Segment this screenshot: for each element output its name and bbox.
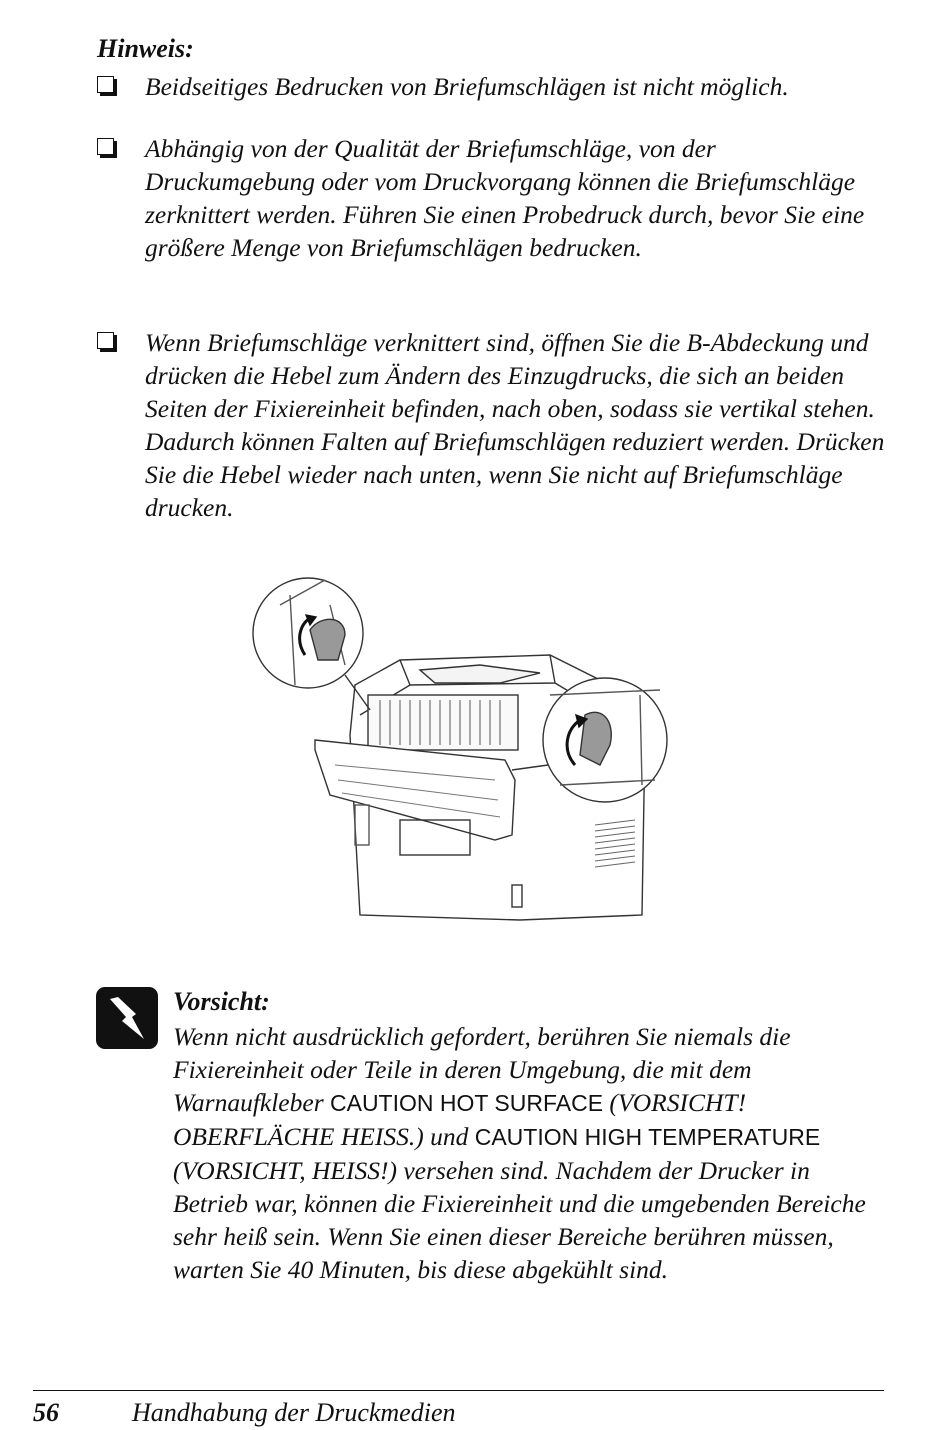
warning-heading: Vorsicht: [173,987,270,1016]
footer-chapter-title: Handhabung der Druckmedien [132,1398,456,1427]
note-item [97,326,887,524]
warning-text [173,1020,883,1286]
caution-label-high-temperature: CAUTION HIGH TEMPERATURE [474,1124,821,1150]
note-item-text: Beidseitiges Bedrucken von Briefumschlägen ist nicht möglich. [145,72,789,101]
printer-fuser-lever-illustration [250,565,670,935]
checkbox-bullet-icon [97,332,114,349]
caution-label-hot-surface: CAUTION HOT SURFACE [330,1090,604,1116]
note-item [97,132,887,264]
checkbox-bullet-icon [97,76,114,93]
note-heading: Hinweis: [97,34,194,63]
page-number: 56 [33,1398,59,1427]
checkbox-bullet-icon [97,138,114,155]
warning-text-part: (VORSICHT! OBERFLÄCHE HEISS.) und [173,1088,747,1151]
warning-text-part: (VORSICHT, HEISS!) versehen sind. Nachdem der Drucker in Betrieb war, können die Fixiereinheit und die umgebenden Bereiche sehr heiß sein. Wenn Sie einen dieser Bereiche berühren müssen, warten Sie 40 Minuten, bis diese abgekühlt sind. [173,1156,866,1284]
warning-text-part: Wenn nicht ausdrücklich gefordert, berühren Sie niemals die Fixiereinheit oder Teile in deren Umgebung, die mit dem Warnaufkleber [173,1022,791,1117]
note-item-text: Wenn Briefumschläge verknittert sind, öffnen Sie die B-Abdeckung und drücken die Hebel zum Ändern des Einzugdrucks, die sich an beiden Seiten der Fixiereinheit befinden, nach oben, sodass sie vertikal stehen. Dadurch können Falten auf Briefumschlägen reduziert werden. Drücken Sie die Hebel wieder nach unten, wenn Sie nicht auf Briefumschläge drucken. [145,328,885,522]
note-item [97,70,887,103]
lightning-warning-icon [96,987,158,1049]
footer-divider [33,1390,884,1391]
note-item-text: Abhängig von der Qualität der Briefumschläge, von der Druckumgebung oder vom Druckvorgang können die Briefumschläge zerknittert werden. Führen Sie einen Probedruck durch, bevor Sie eine größere Menge von Briefumschlägen bedrucken. [145,134,865,262]
